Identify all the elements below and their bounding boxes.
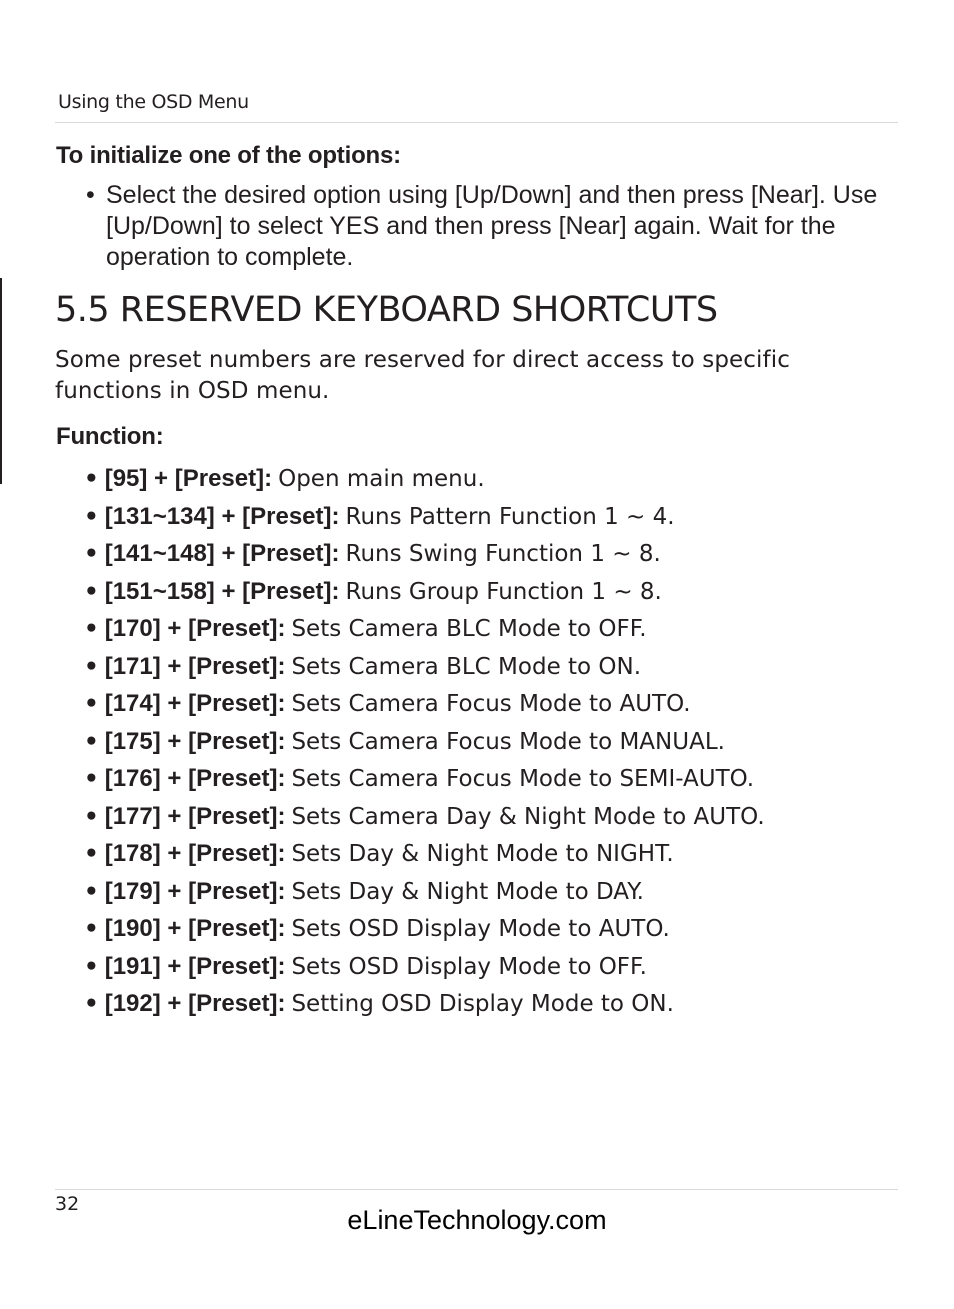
shortcut-description: Sets Camera BLC Mode to OFF. bbox=[291, 616, 647, 642]
bullet-marker: • bbox=[84, 616, 99, 642]
shortcut-key: [175] + [Preset]: bbox=[104, 727, 286, 755]
shortcut-item bbox=[84, 648, 765, 686]
shortcut-key: [177] + [Preset]: bbox=[104, 802, 286, 830]
shortcut-item bbox=[84, 535, 765, 573]
shortcut-description: Runs Pattern Function 1 ~ 4. bbox=[345, 503, 675, 530]
shortcut-key: [170] + [Preset]: bbox=[104, 615, 286, 642]
shortcut-key: [192] + [Preset]: bbox=[104, 990, 286, 1017]
shortcut-item bbox=[84, 873, 765, 911]
bullet-marker: • bbox=[84, 578, 99, 605]
shortcut-description: Runs Group Function 1 ~ 8. bbox=[345, 578, 662, 605]
bullet-marker: • bbox=[84, 766, 99, 792]
shortcut-item bbox=[84, 760, 765, 798]
bullet-marker: • bbox=[86, 181, 95, 209]
shortcut-item bbox=[84, 948, 765, 986]
bullet-marker: • bbox=[84, 728, 99, 755]
shortcut-description: Sets Day & Night Mode to DAY. bbox=[291, 878, 644, 905]
shortcut-key: [174] + [Preset]: bbox=[104, 690, 286, 717]
shortcut-description: Open main menu. bbox=[278, 466, 485, 492]
bullet-marker: • bbox=[84, 803, 99, 830]
shortcut-item bbox=[84, 460, 765, 498]
shortcut-item bbox=[84, 498, 765, 536]
shortcut-description: Runs Swing Function 1 ~ 8. bbox=[345, 541, 661, 567]
shortcut-key: [95] + [Preset]: bbox=[104, 465, 273, 492]
shortcut-key: [151~158] + [Preset]: bbox=[104, 577, 340, 605]
bullet-marker: • bbox=[84, 466, 99, 492]
margin-bar bbox=[0, 278, 2, 484]
section-intro: Some preset numbers are reserved for direct access to specific functions in OSD menu. bbox=[55, 347, 790, 404]
running-title: Using the OSD Menu bbox=[58, 91, 249, 113]
shortcut-key: [179] + [Preset]: bbox=[104, 877, 286, 905]
bullet-marker: • bbox=[84, 991, 99, 1017]
footer-website: eLineTechnology.com bbox=[347, 1205, 607, 1235]
bullet-marker: • bbox=[84, 953, 99, 980]
footer-divider bbox=[55, 1189, 898, 1190]
bullet-marker: • bbox=[84, 878, 99, 905]
bullet-marker: • bbox=[84, 541, 99, 567]
shortcut-key: [176] + [Preset]: bbox=[104, 765, 286, 792]
shortcut-key: [190] + [Preset]: bbox=[104, 915, 286, 942]
bullet-marker: • bbox=[84, 841, 99, 867]
bullet-marker: • bbox=[84, 691, 99, 717]
bullet-marker: • bbox=[84, 503, 99, 530]
shortcut-item bbox=[84, 985, 765, 1023]
shortcut-description: Sets Camera Focus Mode to SEMI-AUTO. bbox=[291, 766, 755, 792]
shortcut-description: Sets OSD Display Mode to AUTO. bbox=[291, 916, 670, 942]
header-divider bbox=[55, 122, 898, 123]
page-number: 32 bbox=[55, 1193, 80, 1215]
shortcut-description: Sets Camera Focus Mode to AUTO. bbox=[291, 691, 691, 717]
shortcut-item bbox=[84, 685, 765, 723]
initialize-instruction bbox=[86, 180, 916, 273]
shortcut-description: Sets Camera Day & Night Mode to AUTO. bbox=[291, 803, 765, 830]
section-title: 5.5 RESERVED KEYBOARD SHORTCUTS bbox=[55, 290, 718, 330]
bullet-marker: • bbox=[84, 653, 99, 680]
initialize-text: Select the desired option using [Up/Down] and then press [Near]. Use [Up/Down] to select YES and then press [Near] again. Wait for the operation to complete. bbox=[106, 181, 878, 271]
shortcut-description: Sets OSD Display Mode to OFF. bbox=[291, 953, 647, 980]
shortcut-description: Sets Camera BLC Mode to ON. bbox=[291, 653, 642, 680]
shortcut-item bbox=[84, 798, 765, 836]
shortcut-key: [178] + [Preset]: bbox=[104, 840, 286, 867]
shortcut-description: Sets Camera Focus Mode to MANUAL. bbox=[291, 728, 725, 755]
shortcut-item bbox=[84, 610, 765, 648]
initialize-heading: To initialize one of the options: bbox=[56, 142, 401, 169]
shortcut-key: [141~148] + [Preset]: bbox=[104, 540, 340, 567]
shortcut-key: [131~134] + [Preset]: bbox=[104, 502, 340, 530]
shortcut-list bbox=[84, 460, 765, 1023]
shortcut-key: [191] + [Preset]: bbox=[104, 952, 286, 980]
function-heading: Function: bbox=[56, 423, 164, 450]
shortcut-item bbox=[84, 723, 765, 761]
shortcut-description: Sets Day & Night Mode to NIGHT. bbox=[291, 841, 674, 867]
shortcut-item bbox=[84, 835, 765, 873]
shortcut-item bbox=[84, 573, 765, 611]
shortcut-item bbox=[84, 910, 765, 948]
bullet-marker: • bbox=[84, 916, 99, 942]
shortcut-description: Setting OSD Display Mode to ON. bbox=[291, 991, 674, 1017]
shortcut-key: [171] + [Preset]: bbox=[104, 652, 286, 680]
